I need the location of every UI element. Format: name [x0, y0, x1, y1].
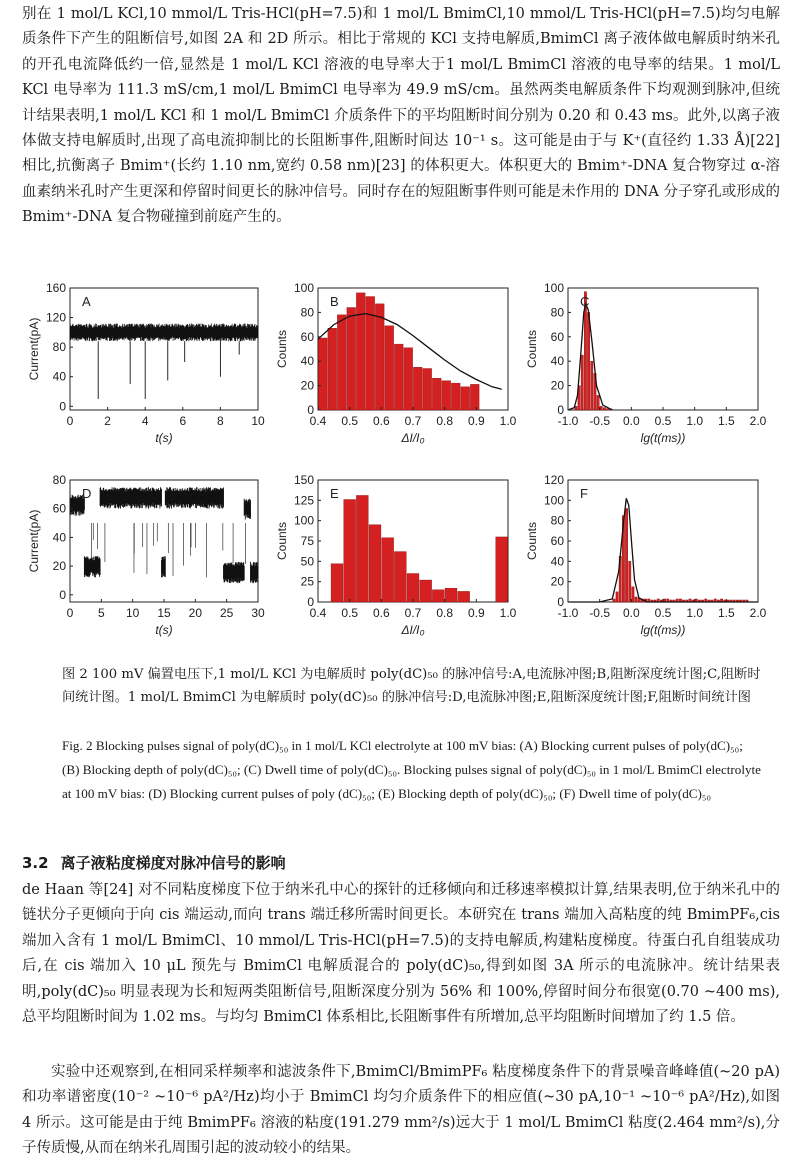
- x-tick-label: 0.5: [341, 606, 359, 620]
- x-tick-label: 0.6: [372, 414, 390, 428]
- y-tick-label: 150: [293, 473, 314, 487]
- x-tick-label: 15: [157, 606, 171, 620]
- histogram-bar: [587, 312, 589, 410]
- y-tick-label: 80: [52, 473, 66, 487]
- histogram-bar: [394, 552, 406, 602]
- x-tick-label: 0.0: [622, 414, 640, 428]
- x-axis-label: ΔI/I₀: [401, 623, 425, 637]
- y-tick-label: 60: [52, 501, 66, 516]
- panel-letter: A: [82, 294, 91, 309]
- y-tick-label: 80: [550, 513, 564, 528]
- x-tick-label: 0.0: [622, 606, 640, 620]
- x-tick-label: 0.5: [654, 414, 672, 428]
- x-tick-label: 20: [188, 606, 203, 620]
- histogram-bar: [625, 508, 627, 602]
- y-tick-label: 75: [300, 534, 314, 548]
- histogram-bar: [423, 369, 432, 410]
- x-tick-label: 2.0: [749, 606, 767, 620]
- histogram-bar: [591, 361, 593, 410]
- current-trace-segment: [244, 499, 250, 520]
- x-tick-label: 0: [66, 414, 74, 428]
- histogram-bar: [432, 590, 444, 602]
- current-trace-segment: [131, 487, 161, 509]
- x-tick-label: 4: [141, 414, 149, 428]
- histogram-bar: [581, 355, 583, 410]
- x-tick-label: 0.4: [309, 414, 327, 428]
- x-axis-label: lg(t(ms)): [640, 623, 686, 637]
- figure-2: [0, 280, 800, 660]
- x-axis-label: t(s): [155, 623, 173, 637]
- x-tick-label: -0.5: [589, 414, 611, 428]
- y-tick-label: 100: [293, 513, 314, 528]
- x-tick-label: 0.5: [341, 414, 359, 428]
- histogram-bar: [385, 326, 394, 410]
- x-axis-label: t(s): [155, 431, 173, 445]
- y-axis-label: Counts: [525, 329, 539, 369]
- histogram-bar: [613, 599, 615, 602]
- histogram-bar: [432, 378, 441, 410]
- paragraph-2-text: de Haan 等[24] 对不同粘度梯度下位于纳米孔中心的探针的迁移倾向和迁移速率模拟计算,结果表明,位于纳米孔中的链状分子更倾向于向 cis 端运动,而向 trans 端迁移所需时间更长。本研究在 trans 端加入高粘度的纯 BmimPF₆,cis 端加入含有 1 mol/L BmimCl、10 mmol/L Tris-HCl(pH=7.5)的支持电解质,构建粘度梯度。待蛋白孔自组装成功后,在 cis 端加入 10 μL 预先与 BmimCl 电解质混合的 poly(dC)₅₀,得到如图 3A 所示的电流脉冲。统计结果表明,poly(dC)₅₀ 明显表现为长和短两类阻断信号,阻断深度分别为 56% 和 100%,停留时间分布很宽(0.70 ~400 ms),总平均阻断时间为 1.02 ms。与均匀 BmimCl 体系相比,长阻断事件有所增加,总平均阻断时间增加了约 1.5 倍。: [22, 882, 780, 1026]
- y-tick-label: 40: [550, 554, 564, 569]
- current-trace: [70, 324, 258, 342]
- histogram-bar: [407, 574, 419, 602]
- x-tick-label: 0.5: [654, 606, 672, 620]
- histogram-bar: [356, 293, 365, 410]
- histogram-bar: [635, 597, 637, 602]
- y-tick-label: 100: [293, 281, 314, 295]
- x-tick-label: 0: [66, 606, 74, 620]
- chart-panel-d: [27, 473, 265, 637]
- paragraph-3-text: 实验中还观察到,在相同采样频率和滤波条件下,BmimCl/BmimPF₆ 粘度梯度条件下的背景噪音峰峰值(~20 pA)和功率谱密度(10⁻² ~10⁻⁶ pA²/Hz)均小于 BmimCl 均匀介质条件下的相应值(~30 pA,10⁻¹ ~10⁻⁶ pA²/Hz),如图 4 所示。这可能是由于纯 BmimPF₆ 溶液的粘度(191.279 mm²/s)远大于 1 mol/L BmimCl 粘度(2.464 mm²/s),分子传质慢,从而在纳米孔周围引起的波动较小的结果。: [22, 1064, 780, 1157]
- plot-frame: [70, 480, 258, 602]
- y-axis-label: Counts: [275, 329, 289, 369]
- histogram-bar: [442, 381, 451, 410]
- histogram-bar: [394, 344, 403, 410]
- histogram-bar: [404, 348, 413, 410]
- histogram-bar: [331, 564, 343, 602]
- x-tick-label: 25: [219, 606, 234, 620]
- x-tick-label: 2: [104, 414, 111, 428]
- current-trace-segment: [100, 487, 131, 508]
- y-tick-label: 50: [300, 554, 314, 569]
- y-tick-label: 120: [543, 473, 564, 487]
- chart-panel-f: [525, 473, 767, 637]
- histogram-bar: [375, 304, 384, 410]
- current-trace-segment: [251, 562, 259, 583]
- histogram-bar: [451, 383, 460, 410]
- figure-2-panels: [0, 280, 800, 660]
- plot-frame: [568, 288, 758, 410]
- x-tick-label: 6: [179, 414, 187, 428]
- x-tick-label: -1.0: [557, 606, 579, 620]
- figure-caption-zh: [62, 664, 762, 709]
- x-tick-label: 0.7: [404, 414, 422, 428]
- histogram-bar: [369, 525, 381, 602]
- panel-letter: D: [82, 486, 92, 501]
- current-trace-segment: [84, 556, 100, 577]
- y-tick-label: 60: [300, 329, 314, 344]
- histogram-bar: [496, 537, 508, 602]
- histogram-bar: [318, 338, 327, 410]
- figure-caption-en: [62, 734, 762, 806]
- histogram-bar: [461, 387, 470, 410]
- x-tick-label: 0.7: [404, 606, 422, 620]
- y-axis-label: Counts: [275, 521, 289, 561]
- x-tick-label: 8: [217, 414, 224, 428]
- panel-letter: C: [580, 294, 590, 309]
- paragraph-1-text: 别在 1 mol/L KCl,10 mmol/L Tris-HCl(pH=7.5)和 1 mol/L BmimCl,10 mmol/L Tris-HCl(pH=7.5)均匀电解质条件下产生的阻断信号,如图 2A 和 2D 所示。相比于常规的 KCl 支持电解质,BmimCl 离子液体做电解质时纳米孔的开孔电流降低约一倍,显然是 1 mol/L KCl 溶液的电导率大于1 mol/L BmimCl 溶液的电导率的结果。1 mol/L KCl 电导率为 111.3 mS/cm,1 mol/L BmimCl 电导率为 49.9 mS/cm。虽然两类电解质条件下均观测到脉冲,但统计结果表明,1 mol/L KCl 和 1 mol/L BmimCl 介质条件下的平均阻断时间分别为 0.20 和 0.43 ms。此外,以离子液体做支持电解质时,出现了高电流抑制比的长阻断事件,阻断时间达 10⁻¹ s。这可能是由于与 K⁺(直径约 1.33 Å)[22] 相比,抗衡离子 Bmim⁺(长约 1.10 nm,宽约 0.58 nm)[23] 的体积更大。体积更大的 Bmim⁺-DNA 复合物穿过 α-溶血素纳米孔时产生更深和停留时间更长的脉冲信号。同时存在的短阻断事件则可能是未作用的 DNA 分子穿孔或形成的 Bmim⁺-DNA 复合物碰撞到前庭产生的。: [22, 6, 780, 226]
- y-tick-label: 0: [59, 399, 66, 414]
- histogram-bar: [420, 580, 432, 602]
- y-axis-label: Current(pA): [27, 317, 41, 381]
- histogram-bar: [458, 591, 470, 602]
- histogram-bar: [470, 384, 479, 410]
- histogram-bar: [445, 588, 457, 602]
- histogram-bar: [328, 328, 337, 410]
- y-tick-label: 25: [300, 574, 314, 589]
- y-tick-label: 0: [557, 403, 564, 417]
- y-tick-label: 40: [52, 530, 66, 545]
- histogram-bar: [347, 308, 356, 410]
- x-tick-label: -0.5: [589, 606, 611, 620]
- x-axis-label: ΔI/I₀: [401, 431, 425, 445]
- y-tick-label: 120: [45, 310, 66, 325]
- gaussian-fit-curve: [568, 304, 612, 410]
- figure-caption-zh-text: 图 2 100 mV 偏置电压下,1 mol/L KCl 为电解质时 poly(dC)₅₀ 的脉冲信号:A,电流脉冲图;B,阻断深度统计图;C,阻断时间统计图。1 mol/L BmimCl 为电解质时 poly(dC)₅₀ 的脉冲信号:D,电流脉冲图;E,阻断深度统计图;F,阻断时间统计图: [62, 667, 761, 705]
- paragraph-1: [22, 2, 780, 231]
- x-tick-label: 30: [251, 606, 265, 620]
- x-tick-label: 1.5: [717, 606, 735, 620]
- current-trace-segment: [165, 487, 223, 508]
- panel-letter: E: [330, 486, 339, 501]
- section-number: 3.2: [22, 854, 49, 872]
- y-tick-label: 20: [300, 378, 314, 393]
- current-trace-segment: [162, 556, 166, 577]
- histogram-bar: [616, 592, 618, 602]
- y-tick-label: 0: [307, 403, 314, 417]
- y-tick-label: 60: [550, 534, 564, 548]
- y-tick-label: 40: [52, 369, 66, 384]
- chart-panel-b: [275, 281, 517, 445]
- section-title: 离子液粘度梯度对脉冲信号的影响: [60, 854, 286, 872]
- paragraph-2: [22, 878, 780, 1030]
- x-tick-label: 2.0: [749, 414, 767, 428]
- y-tick-label: 160: [45, 281, 66, 295]
- y-tick-label: 40: [550, 354, 564, 369]
- y-tick-label: 20: [550, 574, 564, 589]
- gaussian-fit-curve: [568, 498, 758, 602]
- y-tick-label: 80: [52, 340, 66, 355]
- x-tick-label: 0.6: [372, 606, 390, 620]
- x-tick-label: -1.0: [557, 414, 579, 428]
- y-tick-label: 0: [557, 595, 564, 609]
- y-tick-label: 80: [300, 305, 314, 320]
- histogram-bar: [337, 315, 346, 410]
- x-tick-label: 0.8: [436, 414, 454, 428]
- x-tick-label: 1.0: [499, 606, 517, 620]
- y-tick-label: 60: [550, 329, 564, 344]
- y-tick-label: 40: [300, 354, 314, 369]
- x-tick-label: 5: [97, 606, 105, 620]
- y-axis-label: Current(pA): [27, 509, 41, 573]
- x-tick-label: 1.5: [717, 414, 735, 428]
- histogram-bar: [344, 500, 356, 602]
- panel-letter: F: [580, 486, 588, 501]
- y-tick-label: 20: [550, 378, 564, 393]
- chart-panel-c: [525, 281, 767, 445]
- y-tick-label: 20: [52, 559, 66, 574]
- x-tick-label: 0.9: [467, 414, 485, 428]
- x-tick-label: 0.9: [467, 606, 485, 620]
- x-tick-label: 10: [125, 606, 140, 620]
- histogram-bar: [632, 587, 634, 602]
- y-tick-label: 80: [550, 305, 564, 320]
- plot-frame: [318, 288, 508, 410]
- y-tick-label: 100: [543, 281, 564, 295]
- chart-panel-e: [275, 473, 517, 637]
- histogram-bar: [382, 538, 394, 602]
- x-tick-label: 0.8: [436, 606, 454, 620]
- y-tick-label: 125: [293, 493, 314, 508]
- panel-letter: B: [330, 294, 339, 309]
- paragraph-3: [22, 1060, 780, 1162]
- histogram-bar: [413, 367, 422, 410]
- y-tick-label: 0: [307, 595, 314, 609]
- histogram-bar: [600, 406, 602, 410]
- y-tick-label: 100: [543, 493, 564, 508]
- section-heading: [22, 852, 298, 873]
- x-tick-label: 1.0: [686, 606, 704, 620]
- x-tick-label: 10: [251, 414, 265, 428]
- chart-panel-a: [27, 281, 265, 445]
- x-axis-label: lg(t(ms)): [640, 431, 686, 445]
- histogram-bar: [356, 495, 368, 602]
- current-trace-segment: [224, 562, 245, 583]
- histogram-bar: [603, 408, 605, 410]
- histogram-bar: [629, 561, 631, 602]
- plot-frame: [568, 480, 758, 602]
- x-tick-label: 1.0: [499, 414, 517, 428]
- histogram-bar: [597, 395, 599, 410]
- x-tick-label: 0.4: [309, 606, 327, 620]
- histogram-bar: [606, 409, 608, 410]
- x-tick-label: 1.0: [686, 414, 704, 428]
- figure-caption-en-text: Fig. 2 Blocking pulses signal of poly(dC)₅₀ in 1 mol/L KCl electrolyte at 100 mV bias: (A) Blocking current pulses of poly(dC)₅₀; (B) Blocking depth of poly(dC)₅₀; (C) Dwell time of poly(dC)₅₀. Blocking pulses signal of poly(dC)₅₀ in 1 mol/L BmimCl electrolyte at 100 mV bias: (D) Blocking current pulses of poly (dC)₅₀; (E) Blocking depth of poly(dC)₅₀; (F) Dwell time of poly(dC)₅₀: [62, 738, 761, 801]
- y-tick-label: 0: [59, 587, 66, 602]
- y-axis-label: Counts: [525, 521, 539, 561]
